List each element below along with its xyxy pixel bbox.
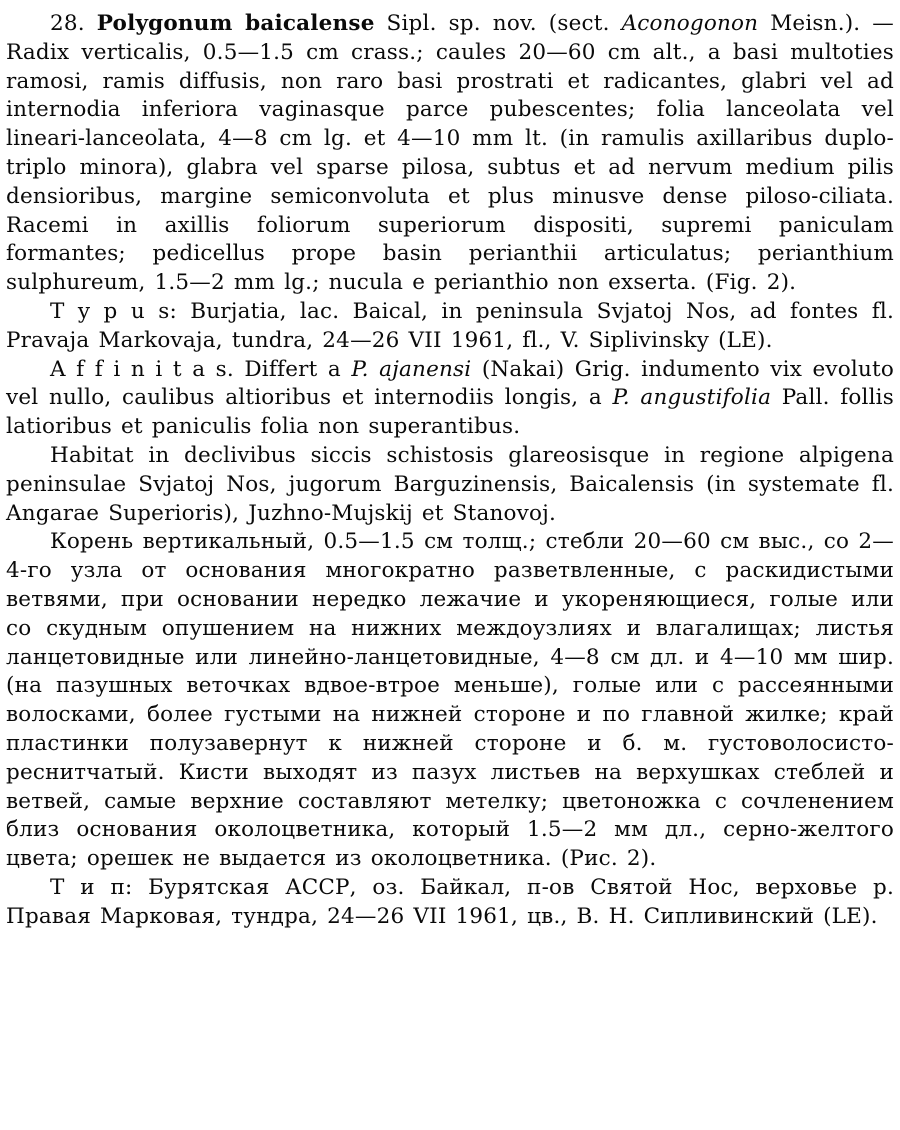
paragraph-russian-tip [6,874,894,932]
text-run: Pall. follis latioribus et paniculis folia non superantibus. [6,385,894,440]
text-run: Т и п: Бурятская АССР, оз. Байкал, п-ов Святой Нос, верховье р. Правая Марковая, тундра, 24—26 VII 1961, цв., В. Н. Сипливинский (LE). [6,874,894,929]
text-run: 28. [50,11,97,36]
text-run: P. angustifolia [612,385,772,411]
text-run: Aconogonon [621,11,759,36]
paragraph-russian-description [6,528,894,874]
text-run: Habitat in declivibus siccis schistosis glareosisque in regione alpigena peninsulae Svjatoj Nos, jugorum Barguzinensis, Baicalensis (in systemate fl. Angarae Superioris), Juzhno-Mujskij et Stanovoj. [6,442,894,526]
text-run: T y p u s: Burjatia, lac. Baical, in peninsula Svjatoj Nos, ad fontes fl. Pravaja Markovaja, tundra, 24—26 VII 1961, fl., V. Siplivinsky (LE). [6,298,894,353]
text-run: Polygonum baicalense [96,11,375,36]
text-run: Sipl. sp. nov. (sect. [374,11,622,36]
paragraph-affinitas [6,356,894,442]
text-run: Meisn.). — Radix verticalis, 0.5—1.5 cm crass.; caules 20—60 cm alt., a basi multoties ramosi, ramis diffusis, non raro basi prostrati et radicantes, glabri vel ad internodia inferiora vaginasque parce pubescentes; folia lanceolata vel lineari-lanceolata, 4—8 cm lg. et 4—10 mm lt. (in ramulis axillaribus duplo-triplo minora), glabra vel sparse pilosa, subtus et ad nervum medium pilis densioribus, margine semiconvoluta et plus minusve dense piloso-ciliata. Racemi in axillis foliorum superiorum dispositi, supremi paniculam formantes; pedicellus prope basin perianthii articulatus; perianthium sulphureum, 1.5—2 mm lg.; nucula e perianthio non exserta. (Fig. 2). [6,11,895,296]
text-run: A f f i n i t a s. Differt a [50,356,352,382]
document-body [6,10,894,932]
paragraph-habitat [6,442,894,528]
paragraph-latin-diagnosis [6,10,894,298]
text-run: Корень вертикальный, 0.5—1.5 см толщ.; стебли 20—60 см выс., со 2—4-го узла от основания многократно разветвленные, с раскидистыми ветвями, при основании нередко лежачие и укореняющиеся, голые или со скудным опушением на нижних междоузлиях и влагалищах; листья ланцетовидные или линейно-ланцетовидные, 4—8 см дл. и 4—10 мм шир. (на пазушных веточках вдвое-втрое меньше), голые или с рассеянными волосками, более густыми на нижней стороне и по главной жилке; край пластинки полузавернут к нижней стороне и б. м. густоволосисто-реснитчатый. Кисти выходят из пазух листьев на верхушках стеблей и ветвей, самые верхние составляют метелку; цветоножка с сочленением близ основания околоцветника, который 1.5—2 мм дл., серно-желтого цвета; орешек не выдается из околоцветника. (Рис. 2). [6,529,894,872]
text-run: (Nakai) Grig. indumento vix evoluto vel nullo, caulibus altioribus et internodiis longis, a [6,356,894,411]
text-run: P. ajanensi [351,356,472,382]
paragraph-typus [6,298,894,356]
